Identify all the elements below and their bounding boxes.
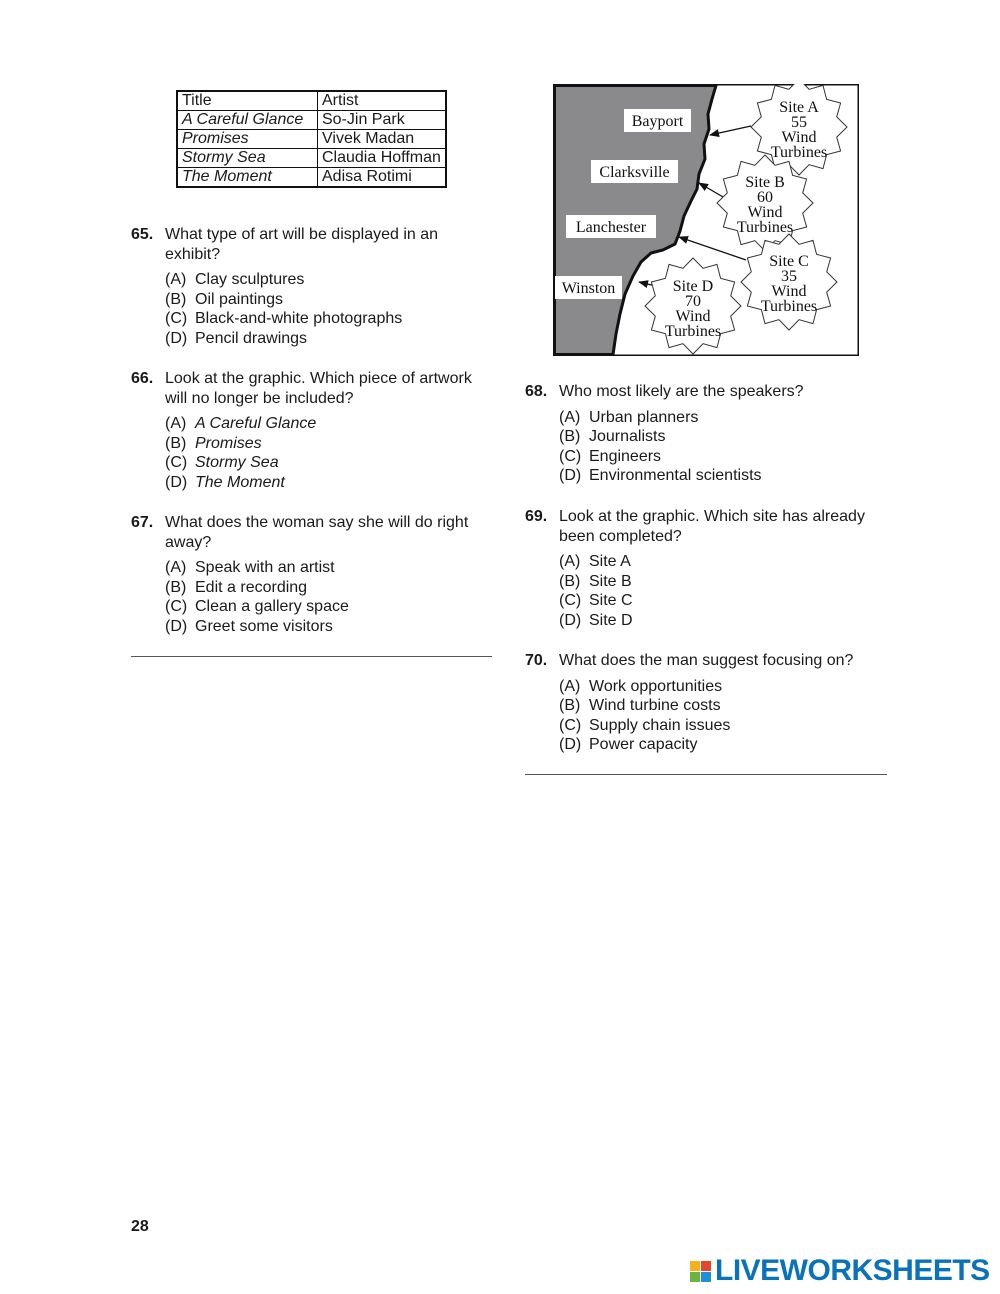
site-a-wind: Wind [781,129,817,146]
option-text: Promises [195,434,262,452]
option-text: Site A [589,553,631,570]
option-text: Site B [589,572,632,590]
table-cell-artist: Vivek Madan [318,130,446,149]
option-text: Urban planners [589,408,699,426]
answer-option-b[interactable]: (B) Site B [559,572,632,590]
answer-option-c[interactable]: (C) Clean a gallery space [165,598,349,615]
option-text: Clean a gallery space [195,598,349,615]
liveworksheets-wordmark: LIVEWORKSHEETS [715,1254,990,1287]
answer-option-c[interactable]: (C) Site C [559,592,633,609]
question-text: Who most likely are the speakers? [559,383,804,400]
table-header-title: Title [177,91,318,111]
site-b-name: Site B [745,174,785,191]
site-a-name: Site A [779,99,819,116]
question-text: What does the man suggest focusing on? [559,652,854,669]
table-cell-title: Promises [177,130,318,149]
question-text: What does the woman say she will do right away? [165,514,469,551]
answer-option-b[interactable]: (B) Wind turbine costs [559,697,721,714]
answer-option-a[interactable]: (A) Clay sculptures [165,271,305,288]
question-text: Look at the graphic. Which site has already been completed? [559,508,865,545]
option-text: Site D [589,611,633,629]
option-text: Black-and-white photographs [195,310,403,327]
option-text: Site C [589,592,633,609]
option-text: The Moment [195,473,285,491]
option-text: Journalists [589,428,666,445]
site-b-turbines: Turbines [736,219,794,236]
question-65 [131,225,475,348]
option-text: Edit a recording [195,578,308,596]
option-text: Clay sculptures [195,271,305,288]
site-a-turbines: Turbines [770,144,828,161]
table-row [177,130,446,149]
question-67 [131,513,495,636]
site-d-wind: Wind [675,308,711,325]
option-text: Work opportunities [589,677,723,695]
answer-option-d[interactable]: (D) Environmental scientists [559,467,762,484]
table-cell-artist: So-Jin Park [318,111,446,130]
question-number: 69. [525,508,548,525]
town-winston: Winston [561,280,616,297]
answer-option-c[interactable]: (C) Black-and-white photographs [165,310,403,327]
site-b-wind: Wind [747,204,783,221]
answer-option-b[interactable]: (B) Journalists [559,428,666,445]
question-number: 65. [131,226,154,243]
question-number: 70. [525,652,548,669]
question-text: What type of art will be displayed in an exhibit? [165,226,439,263]
site-c-count: 35 [781,268,797,285]
answer-option-a[interactable]: (A) Work opportunities [559,677,723,695]
site-c-turbines: Turbines [760,298,818,315]
site-d-count: 70 [685,293,701,310]
wind-turbine-map [553,84,859,356]
option-text: Speak with an artist [195,559,335,576]
town-lanchester: Lanchester [575,219,647,236]
site-a-count: 55 [791,114,807,131]
table-row [177,111,446,130]
artwork-table [176,90,447,188]
option-text: Oil paintings [195,290,284,308]
option-text: A Careful Glance [195,415,317,432]
answer-option-c[interactable]: (C) Engineers [559,447,662,465]
answer-option-a[interactable]: (A) Site A [559,553,631,570]
section-divider [525,774,887,775]
table-cell-title: A Careful Glance [177,111,318,130]
option-text: Engineers [589,447,662,465]
table-header-row [177,91,446,111]
table-cell-title: The Moment [177,168,318,188]
option-text: Greet some visitors [195,617,333,635]
option-text: Power capacity [589,736,698,753]
site-c-wind: Wind [771,283,807,300]
question-68 [525,382,889,486]
answer-option-c[interactable]: (C) Supply chain issues [559,716,731,734]
liveworksheets-logo-icon [690,1261,711,1282]
question-69 [525,507,889,630]
page-number: 28 [131,1218,149,1235]
site-d-turbines: Turbines [664,323,722,340]
site-c-name: Site C [769,253,809,270]
answer-option-a[interactable]: (A) A Careful Glance [165,415,317,432]
option-text: Supply chain issues [589,716,731,734]
answer-option-d[interactable]: (D) The Moment [165,473,285,491]
answer-option-d[interactable]: (D) Power capacity [559,736,698,753]
table-header-artist: Artist [318,91,446,111]
question-number: 68. [525,383,548,400]
site-d-name: Site D [672,278,714,295]
option-text: Environmental scientists [589,467,762,484]
answer-option-b[interactable]: (B) Edit a recording [165,578,308,596]
question-number: 66. [131,370,154,387]
town-bayport: Bayport [631,113,684,130]
table-cell-title: Stormy Sea [177,149,318,168]
answer-option-a[interactable]: (A) Speak with an artist [165,559,335,576]
section-divider [131,656,492,657]
question-text: Look at the graphic. Which piece of artwork will no longer be included? [165,370,472,407]
table-cell-artist: Adisa Rotimi [318,168,446,188]
answer-option-d[interactable]: (D) Pencil drawings [165,329,308,347]
answer-option-a[interactable]: (A) Urban planners [559,408,699,426]
option-text: Wind turbine costs [589,697,721,714]
answer-option-d[interactable]: (D) Greet some visitors [165,617,333,635]
option-text: Pencil drawings [195,329,308,347]
table-row [177,149,446,168]
site-b-count: 60 [757,189,773,206]
liveworksheets-logo[interactable] [690,1254,990,1288]
table-row [177,168,446,188]
question-66 [131,369,495,492]
answer-option-d[interactable]: (D) Site D [559,611,633,629]
question-70 [525,651,889,755]
option-text: Stormy Sea [195,454,279,471]
question-number: 67. [131,514,154,531]
answer-option-b[interactable]: (B) Promises [165,434,262,452]
answer-option-c[interactable]: (C) Stormy Sea [165,454,279,471]
town-clarksville: Clarksville [599,164,670,181]
table-cell-artist: Claudia Hoffman [318,149,446,168]
answer-option-b[interactable]: (B) Oil paintings [165,290,284,308]
